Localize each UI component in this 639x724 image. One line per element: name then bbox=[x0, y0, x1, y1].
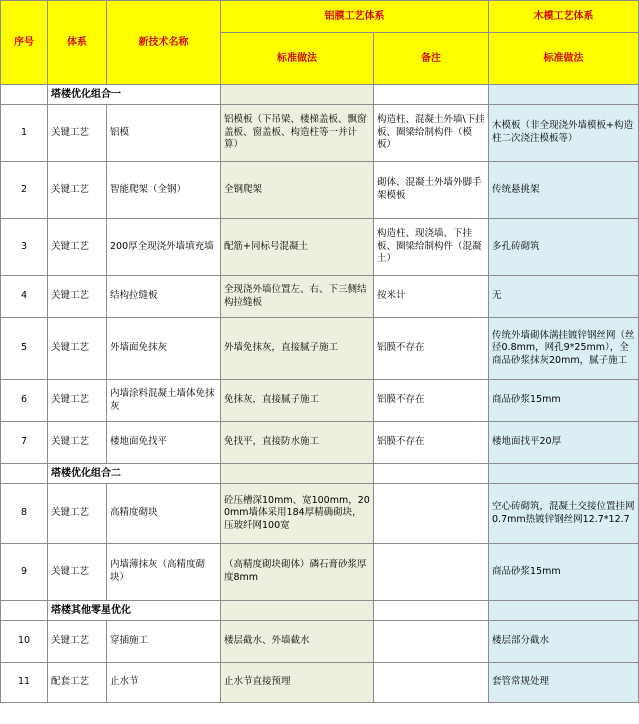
row-wood-standard: 传统悬挑架 bbox=[489, 162, 639, 219]
row-number: 9 bbox=[1, 544, 48, 601]
row-tech-name: 高精度砌块 bbox=[107, 484, 221, 544]
section-al-cell bbox=[221, 464, 374, 484]
table-row bbox=[1, 621, 639, 663]
row-number: 3 bbox=[1, 219, 48, 276]
row-remark: 铝膜不存在 bbox=[374, 422, 489, 464]
row-tech-name: 外墙面免抹灰 bbox=[107, 318, 221, 380]
row-wood-standard: 空心砖砌筑，混凝土交接位置挂网0.7mm热镀锌钢丝网12.7*12.7 bbox=[489, 484, 639, 544]
row-number: 4 bbox=[1, 276, 48, 318]
table-row bbox=[1, 380, 639, 422]
row-remark bbox=[374, 621, 489, 663]
row-remark: 铝膜不存在 bbox=[374, 318, 489, 380]
row-number: 5 bbox=[1, 318, 48, 380]
row-system: 关键工艺 bbox=[48, 484, 107, 544]
row-remark: 按米计 bbox=[374, 276, 489, 318]
row-number: 10 bbox=[1, 621, 48, 663]
row-remark: 铝膜不存在 bbox=[374, 380, 489, 422]
section-title: 塔楼其他零星优化 bbox=[48, 601, 221, 621]
row-al-standard: 止水节直接预埋 bbox=[221, 663, 374, 703]
row-system: 关键工艺 bbox=[48, 318, 107, 380]
row-remark bbox=[374, 484, 489, 544]
section-blank-cell bbox=[1, 464, 48, 484]
row-remark: 构造柱、现浇墙、下挂板、圈梁给制构件（混凝土） bbox=[374, 219, 489, 276]
section-title: 塔楼优化组合一 bbox=[48, 85, 221, 105]
row-tech-name: 铝模 bbox=[107, 105, 221, 162]
row-tech-name: 楼地面免找平 bbox=[107, 422, 221, 464]
section-remark-cell bbox=[374, 85, 489, 105]
row-al-standard: 全钢爬架 bbox=[221, 162, 374, 219]
row-al-standard: 免找平，直接防水施工 bbox=[221, 422, 374, 464]
row-wood-standard: 多孔砖砌筑 bbox=[489, 219, 639, 276]
row-al-standard: 外墙免抹灰，直接腻子施工 bbox=[221, 318, 374, 380]
row-number: 8 bbox=[1, 484, 48, 544]
header-al-group: 铝膜工艺体系 bbox=[221, 1, 489, 33]
row-al-standard: 砼压槽深10mm、宽100mm，200mm墙体采用184厚精确砌块，压玻纤网100宽 bbox=[221, 484, 374, 544]
table-row bbox=[1, 318, 639, 380]
row-al-standard: 配筋+同标号混凝土 bbox=[221, 219, 374, 276]
table-row bbox=[1, 162, 639, 219]
row-system: 关键工艺 bbox=[48, 276, 107, 318]
table-row bbox=[1, 484, 639, 544]
header-seq: 序号 bbox=[1, 1, 48, 85]
section-row bbox=[1, 85, 639, 105]
row-al-standard: 铝模板（下吊梁、楼梯盖板、飘窗盖板、窗盖板、构造柱等一并计算） bbox=[221, 105, 374, 162]
row-wood-standard: 传统外墙砌体满挂镀锌钢丝网（丝径0.8mm，网孔9*25mm），全商品砂浆抹灰20mm，腻子施工 bbox=[489, 318, 639, 380]
row-al-standard: （高精度砌块砌体）磷石膏砂浆厚度8mm bbox=[221, 544, 374, 601]
table-row bbox=[1, 105, 639, 162]
section-wood-cell bbox=[489, 85, 639, 105]
row-wood-standard: 无 bbox=[489, 276, 639, 318]
row-tech-name: 穿插施工 bbox=[107, 621, 221, 663]
header-wood-group: 木模工艺体系 bbox=[489, 1, 639, 33]
row-wood-standard: 楼地面找平20厚 bbox=[489, 422, 639, 464]
section-wood-cell bbox=[489, 601, 639, 621]
section-al-cell bbox=[221, 85, 374, 105]
row-remark: 砌体、混凝土外墙外脚手架模板 bbox=[374, 162, 489, 219]
row-wood-standard: 套管常规处理 bbox=[489, 663, 639, 703]
row-al-standard: 全现浇外墙位置左、右、下三侧结构拉缝板 bbox=[221, 276, 374, 318]
header-wood-standard: 标准做法 bbox=[489, 33, 639, 85]
header-remarks: 备注 bbox=[374, 33, 489, 85]
row-number: 6 bbox=[1, 380, 48, 422]
row-tech-name: 止水节 bbox=[107, 663, 221, 703]
header-al-standard: 标准做法 bbox=[221, 33, 374, 85]
row-tech-name: 智能爬架（全钢） bbox=[107, 162, 221, 219]
row-al-standard: 楼层截水、外墙截水 bbox=[221, 621, 374, 663]
table-row bbox=[1, 276, 639, 318]
section-row bbox=[1, 601, 639, 621]
row-number: 7 bbox=[1, 422, 48, 464]
row-system: 关键工艺 bbox=[48, 162, 107, 219]
row-al-standard: 免抹灰，直接腻子施工 bbox=[221, 380, 374, 422]
section-al-cell bbox=[221, 601, 374, 621]
table-row bbox=[1, 422, 639, 464]
row-wood-standard: 商品砂浆15mm bbox=[489, 380, 639, 422]
row-tech-name: 结构拉缝板 bbox=[107, 276, 221, 318]
row-tech-name: 200厚全现浇外墙填充墙 bbox=[107, 219, 221, 276]
table-row bbox=[1, 219, 639, 276]
row-wood-standard: 木模板（非全现浇外墙模板+构造柱二次浇注模板等） bbox=[489, 105, 639, 162]
row-remark bbox=[374, 663, 489, 703]
row-system: 关键工艺 bbox=[48, 621, 107, 663]
section-row bbox=[1, 464, 639, 484]
row-number: 11 bbox=[1, 663, 48, 703]
table-row bbox=[1, 544, 639, 601]
row-tech-name: 内墙薄抹灰（高精度砌块） bbox=[107, 544, 221, 601]
row-wood-standard: 楼层部分截水 bbox=[489, 621, 639, 663]
section-blank-cell bbox=[1, 601, 48, 621]
section-blank-cell bbox=[1, 85, 48, 105]
row-remark: 构造柱、混凝土外墙\下挂板、圈梁给制构件（模板） bbox=[374, 105, 489, 162]
section-title: 塔楼优化组合二 bbox=[48, 464, 221, 484]
row-system: 配套工艺 bbox=[48, 663, 107, 703]
row-system: 关键工艺 bbox=[48, 422, 107, 464]
row-system: 关键工艺 bbox=[48, 544, 107, 601]
row-remark bbox=[374, 544, 489, 601]
row-system: 关键工艺 bbox=[48, 380, 107, 422]
row-number: 2 bbox=[1, 162, 48, 219]
section-remark-cell bbox=[374, 601, 489, 621]
row-system: 关键工艺 bbox=[48, 105, 107, 162]
row-tech-name: 内墙涂料混凝土墙体免抹灰 bbox=[107, 380, 221, 422]
header-tech-name: 新技术名称 bbox=[107, 1, 221, 85]
header-row-1 bbox=[1, 1, 639, 33]
table-row bbox=[1, 663, 639, 703]
header-system: 体系 bbox=[48, 1, 107, 85]
row-wood-standard: 商品砂浆15mm bbox=[489, 544, 639, 601]
section-wood-cell bbox=[489, 464, 639, 484]
row-number: 1 bbox=[1, 105, 48, 162]
section-remark-cell bbox=[374, 464, 489, 484]
row-system: 关键工艺 bbox=[48, 219, 107, 276]
